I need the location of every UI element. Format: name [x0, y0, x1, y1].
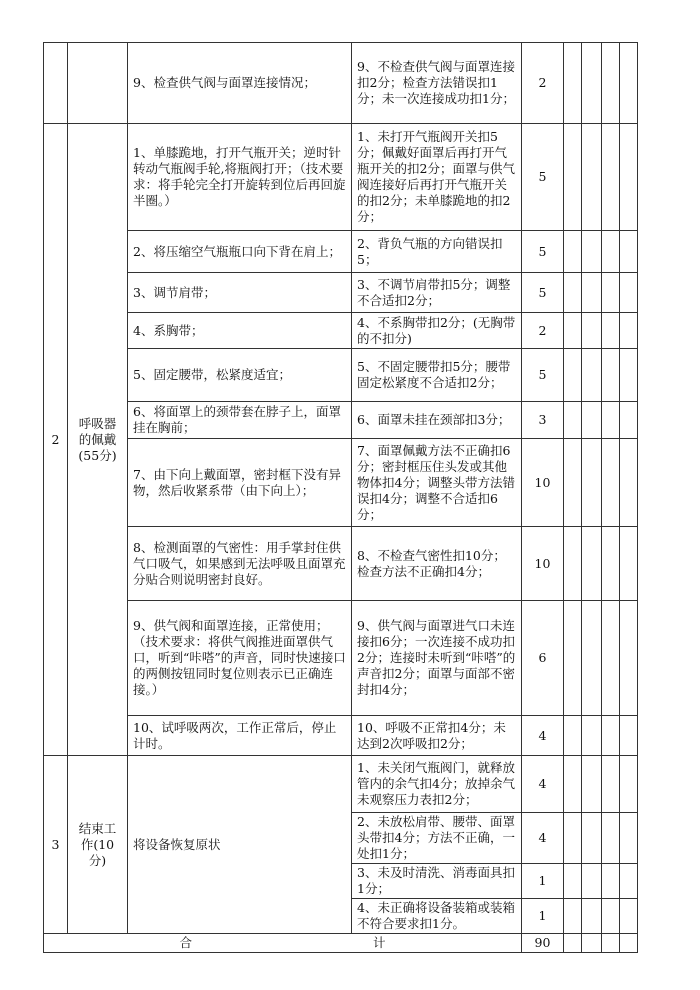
- deduction-criteria: 4、未正确将设备装箱或装箱不符合要求扣1分。: [352, 899, 522, 934]
- blank-cell: [564, 43, 582, 124]
- blank-cell: [620, 899, 638, 934]
- blank-cell: [602, 313, 620, 349]
- step-text: 9、供气阀和面罩连接，正常使用；（技术要求：将供气阀推进面罩供气口，听到“咔嗒”的声音，同时快速接口的两侧按钮同时复位则表示已正确连接。）: [128, 601, 352, 716]
- blank-cell: [620, 527, 638, 601]
- score-value: 4: [522, 813, 564, 864]
- score-value: 5: [522, 273, 564, 313]
- blank-cell: [582, 864, 602, 899]
- blank-cell: [602, 813, 620, 864]
- step-text: 5、固定腰带，松紧度适宜；: [128, 349, 352, 402]
- blank-cell: [564, 899, 582, 934]
- deduction-criteria: 1、未打开气瓶阀开关扣5分；佩戴好面罩后再打开气瓶开关的扣2分；面罩与供气阀连接好后再打开气瓶开关的扣2分；未单膝跪地的扣2分；: [352, 124, 522, 231]
- blank-cell: [582, 231, 602, 273]
- blank-cell: [620, 402, 638, 439]
- blank-cell: [582, 813, 602, 864]
- score-value: 1: [522, 864, 564, 899]
- blank-cell: [602, 402, 620, 439]
- score-value: 5: [522, 231, 564, 273]
- deduction-criteria: 6、面罩未挂在颈部扣3分；: [352, 402, 522, 439]
- blank-cell: [564, 601, 582, 716]
- section-name: [68, 43, 128, 124]
- blank-cell: [602, 601, 620, 716]
- deduction-criteria: 3、不调节肩带扣5分；调整不合适扣2分；: [352, 273, 522, 313]
- score-value: 4: [522, 756, 564, 813]
- blank-cell: [582, 899, 602, 934]
- blank-cell: [564, 934, 582, 953]
- step-text: 3、调节肩带；: [128, 273, 352, 313]
- score-value: 2: [522, 43, 564, 124]
- scoring-table-page: [43, 42, 637, 950]
- section-name: 呼吸器的佩戴(55分): [68, 124, 128, 756]
- deduction-criteria: 4、不系胸带扣2分；(无胸带的不扣分): [352, 313, 522, 349]
- blank-cell: [582, 43, 602, 124]
- blank-cell: [620, 716, 638, 756]
- blank-cell: [602, 864, 620, 899]
- blank-cell: [620, 43, 638, 124]
- blank-cell: [582, 527, 602, 601]
- score-value: 3: [522, 402, 564, 439]
- deduction-criteria: 2、未放松肩带、腰带、面罩头带扣4分；方法不正确，一处扣1分；: [352, 813, 522, 864]
- step-text: 10、试呼吸两次，工作正常后，停止计时。: [128, 716, 352, 756]
- table-row: [44, 124, 638, 231]
- deduction-criteria: 2、背负气瓶的方向错误扣5；: [352, 231, 522, 273]
- step-text: 1、单膝跪地，打开气瓶开关；逆时针转动气瓶阀手轮,将瓶阀打开；（技术要求：将手轮完全打开旋转到位后再回旋半圈。）: [128, 124, 352, 231]
- score-value: 2: [522, 313, 564, 349]
- blank-cell: [620, 349, 638, 402]
- table-row: [44, 527, 638, 601]
- blank-cell: [602, 439, 620, 527]
- score-value: 4: [522, 716, 564, 756]
- deduction-criteria: 8、不检查气密性扣10分；检查方法不正确扣4分；: [352, 527, 522, 601]
- blank-cell: [564, 349, 582, 402]
- deduction-criteria: 9、不检查供气阀与面罩连接扣2分；检查方法错误扣1分；未一次连接成功扣1分；: [352, 43, 522, 124]
- blank-cell: [564, 716, 582, 756]
- total-score: 90: [522, 934, 564, 953]
- section-number: [44, 43, 68, 124]
- blank-cell: [602, 231, 620, 273]
- blank-cell: [582, 601, 602, 716]
- blank-cell: [602, 124, 620, 231]
- step-text: 6、将面罩上的颈带套在脖子上，面罩挂在胸前；: [128, 402, 352, 439]
- blank-cell: [602, 273, 620, 313]
- blank-cell: [582, 756, 602, 813]
- blank-cell: [582, 402, 602, 439]
- blank-cell: [620, 864, 638, 899]
- blank-cell: [620, 124, 638, 231]
- blank-cell: [564, 527, 582, 601]
- score-value: 6: [522, 601, 564, 716]
- deduction-criteria: 7、面罩佩戴方法不正确扣6分；密封框压住头发或其他物体扣4分；调整头带方法错误扣4分；调整不合适扣6分；: [352, 439, 522, 527]
- table-row: [44, 402, 638, 439]
- step-text: 7、由下向上戴面罩，密封框下没有异物，然后收紧系带（由下向上）；: [128, 439, 352, 527]
- deduction-criteria: 5、不固定腰带扣5分；腰带固定松紧度不合适扣2分；: [352, 349, 522, 402]
- table-row: [44, 273, 638, 313]
- blank-cell: [602, 756, 620, 813]
- blank-cell: [620, 439, 638, 527]
- deduction-criteria: 9、供气阀与面罩进气口未连接扣6分；一次连接不成功扣2分；连接时未听到“咔嗒”的声音扣2分；面罩与面部不密封扣4分；: [352, 601, 522, 716]
- score-value: 5: [522, 349, 564, 402]
- section-name: 结束工作(10分): [68, 756, 128, 934]
- score-value: 10: [522, 439, 564, 527]
- section-number: 3: [44, 756, 68, 934]
- blank-cell: [582, 716, 602, 756]
- score-value: 5: [522, 124, 564, 231]
- blank-cell: [602, 716, 620, 756]
- table-row: [44, 716, 638, 756]
- blank-cell: [602, 934, 620, 953]
- blank-cell: [582, 124, 602, 231]
- blank-cell: [620, 313, 638, 349]
- blank-cell: [620, 756, 638, 813]
- step-text: 8、检测面罩的气密性：用手掌封住供气口吸气，如果感到无法呼吸且面罩充分贴合则说明密封良好。: [128, 527, 352, 601]
- blank-cell: [564, 756, 582, 813]
- score-value: 1: [522, 899, 564, 934]
- step-text: 2、将压缩空气瓶瓶口向下背在肩上；: [128, 231, 352, 273]
- table-row: [44, 43, 638, 124]
- total-label-left: 合: [179, 935, 192, 950]
- score-value: 10: [522, 527, 564, 601]
- step-text: 4、系胸带；: [128, 313, 352, 349]
- deduction-criteria: 10、呼吸不正常扣4分；未达到2次呼吸扣2分；: [352, 716, 522, 756]
- table-row: [44, 313, 638, 349]
- blank-cell: [582, 934, 602, 953]
- blank-cell: [602, 899, 620, 934]
- blank-cell: [602, 43, 620, 124]
- step-text: 9、检查供气阀与面罩连接情况；: [128, 43, 352, 124]
- blank-cell: [620, 934, 638, 953]
- blank-cell: [564, 313, 582, 349]
- table-row: [44, 601, 638, 716]
- blank-cell: [582, 273, 602, 313]
- blank-cell: [620, 813, 638, 864]
- blank-cell: [620, 231, 638, 273]
- blank-cell: [582, 313, 602, 349]
- deduction-criteria: 1、未关闭气瓶阀门，就释放管内的余气扣4分；放掉余气未观察压力表扣2分；: [352, 756, 522, 813]
- blank-cell: [602, 527, 620, 601]
- blank-cell: [564, 273, 582, 313]
- blank-cell: [564, 231, 582, 273]
- total-label-right: 计: [372, 935, 386, 950]
- section-number: 2: [44, 124, 68, 756]
- table-row: [44, 439, 638, 527]
- blank-cell: [602, 349, 620, 402]
- blank-cell: [564, 864, 582, 899]
- blank-cell: [582, 349, 602, 402]
- blank-cell: [564, 813, 582, 864]
- blank-cell: [564, 124, 582, 231]
- blank-cell: [564, 439, 582, 527]
- table-row: [44, 349, 638, 402]
- table-row: [44, 231, 638, 273]
- blank-cell: [582, 439, 602, 527]
- deduction-criteria: 3、未及时清洗、消毒面具扣1分；: [352, 864, 522, 899]
- blank-cell: [564, 402, 582, 439]
- blank-cell: [620, 273, 638, 313]
- blank-cell: [620, 601, 638, 716]
- scoring-table: [43, 42, 638, 953]
- total-row: [44, 934, 638, 953]
- table-row: [44, 756, 638, 813]
- step-text: 将设备恢复原状: [128, 756, 352, 934]
- total-label-cell: [44, 934, 522, 953]
